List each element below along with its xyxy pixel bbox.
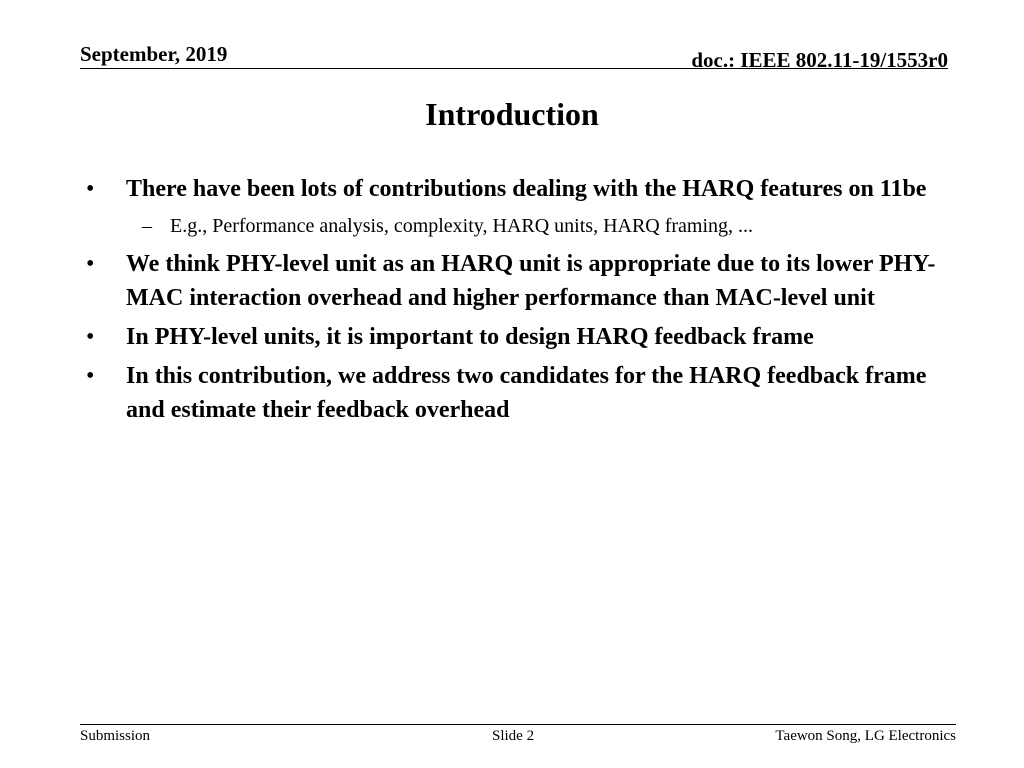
- footer-slide-number: Slide 2: [492, 728, 535, 744]
- bullet-text: In PHY-level units, it is important to design HARQ feedback frame: [126, 324, 814, 350]
- bullet-marker: •: [86, 324, 95, 350]
- bullet-item: [86, 247, 946, 315]
- bullet-item: [86, 320, 946, 354]
- sub-bullet-marker: –: [142, 215, 152, 237]
- bullet-marker: •: [86, 251, 95, 277]
- bullet-marker: •: [86, 176, 95, 202]
- bullet-text: There have been lots of contributions dealing with the HARQ features on 11be: [126, 176, 927, 202]
- slide-content: [86, 172, 946, 432]
- sub-bullet-text: E.g., Performance analysis, complexity, HARQ units, HARQ framing, ...: [170, 215, 754, 237]
- bullet-text: We think PHY-level unit as an HARQ unit is appropriate due to its lower PHY-MAC interaction overhead and higher performance than MAC-level unit: [126, 251, 936, 311]
- bullet-marker: •: [86, 363, 95, 389]
- header-divider: [80, 68, 948, 69]
- sub-bullet-item: [86, 211, 946, 241]
- footer-submission: Submission: [80, 728, 151, 744]
- slide-title: Introduction: [425, 96, 599, 132]
- bullet-text: In this contribution, we address two candidates for the HARQ feedback frame and estimate their feedback overhead: [126, 363, 927, 423]
- bullet-item: [86, 172, 946, 206]
- header-doc-id: doc.: IEEE 802.11-19/1553r0: [691, 48, 948, 72]
- bullet-item: [86, 359, 946, 427]
- footer-divider: [80, 724, 956, 725]
- footer-author: Taewon Song, LG Electronics: [775, 728, 956, 744]
- header-date: September, 2019: [80, 42, 228, 66]
